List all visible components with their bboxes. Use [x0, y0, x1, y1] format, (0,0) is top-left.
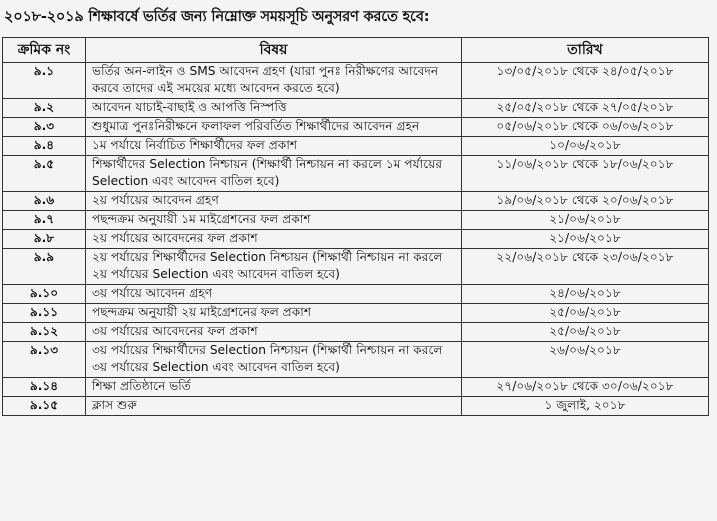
subject-cell: ২য় পর্যায়ের শিক্ষার্থীদের Selection নিশ্চায়ন (শিক্ষার্থী নিশ্চায়ন না করলে ২য় পর্যায়ের Selection এবং আবেদন বাতিল হবে) — [86, 249, 462, 285]
table-row — [3, 99, 709, 118]
date-cell: ২৫/০৬/২০১৮ — [462, 323, 709, 342]
date-cell: ১১/০৬/২০১৮ থেকে ১৮/০৬/২০১৮ — [462, 156, 709, 192]
serial-cell: ৯.৩ — [3, 118, 86, 137]
subject-cell: পছন্দক্রম অনুযায়ী ১ম মাইগ্রেশনের ফল প্রকাশ — [86, 211, 462, 230]
subject-cell: শুধুমাত্র পুনঃনিরীক্ষনে ফলাফল পরিবর্তিত শিক্ষার্থীদের আবেদন গ্রহন — [86, 118, 462, 137]
table-row — [3, 285, 709, 304]
serial-cell: ৯.১০ — [3, 285, 86, 304]
subject-cell: ৩য় পর্যায়ে আবেদন গ্রহণ — [86, 285, 462, 304]
subject-cell: শিক্ষার্থীদের Selection নিশ্চায়ন (শিক্ষার্থী নিশ্চায়ন না করলে ১ম পর্যায়ের Selection এবং আবেদন বাতিল হবে) — [86, 156, 462, 192]
date-cell: ১০/০৬/২০১৮ — [462, 137, 709, 156]
serial-cell: ৯.৫ — [3, 156, 86, 192]
table-row — [3, 342, 709, 378]
header-subject: বিষয় — [86, 38, 462, 63]
serial-cell: ৯.১২ — [3, 323, 86, 342]
serial-cell: ৯.১১ — [3, 304, 86, 323]
table-row — [3, 156, 709, 192]
subject-cell: ভর্তির অন-লাইন ও SMS আবেদন গ্রহণ (যারা পুনঃ নিরীক্ষণের আবেদন করবে তাদের এই সময়ের মধ্যে আবেদন করতে হবে) — [86, 63, 462, 99]
serial-cell: ৯.১৩ — [3, 342, 86, 378]
date-cell: ২১/০৬/২০১৮ — [462, 230, 709, 249]
serial-cell: ৯.১৫ — [3, 397, 86, 416]
table-row — [3, 249, 709, 285]
serial-cell: ৯.৯ — [3, 249, 86, 285]
subject-cell: ক্লাস শুরু — [86, 397, 462, 416]
date-cell: ১৩/০৫/২০১৮ থেকে ২৪/০৫/২০১৮ — [462, 63, 709, 99]
subject-cell: পছন্দক্রম অনুযায়ী ২য় মাইগ্রেশনের ফল প্রকাশ — [86, 304, 462, 323]
date-cell: ০৫/০৬/২০১৮ থেকে ০৬/০৬/২০১৮ — [462, 118, 709, 137]
date-cell: ২৫/০৫/২০১৮ থেকে ২৭/০৫/২০১৮ — [462, 99, 709, 118]
date-cell: ২৭/০৬/২০১৮ থেকে ৩০/০৬/২০১৮ — [462, 378, 709, 397]
table-row — [3, 137, 709, 156]
table-row — [3, 118, 709, 137]
subject-cell: ৩য় পর্যায়ের শিক্ষার্থীদের Selection নিশ্চায়ন (শিক্ষার্থী নিশ্চায়ন না করলে ৩য় পর্যায়ের Selection এবং আবেদন বাতিল হবে) — [86, 342, 462, 378]
table-row — [3, 63, 709, 99]
subject-cell: আবেদন যাচাই-বাছাই ও আপত্তি নিস্পত্তি — [86, 99, 462, 118]
serial-cell: ৯.৪ — [3, 137, 86, 156]
table-row — [3, 397, 709, 416]
date-cell: ২৪/০৬/২০১৮ — [462, 285, 709, 304]
date-cell: ১ জুলাই, ২০১৮ — [462, 397, 709, 416]
table-row — [3, 211, 709, 230]
serial-cell: ৯.২ — [3, 99, 86, 118]
subject-cell: ৩য় পর্যায়ের আবেদনের ফল প্রকাশ — [86, 323, 462, 342]
subject-cell: শিক্ষা প্রতিষ্ঠানে ভর্তি — [86, 378, 462, 397]
subject-cell: ২য় পর্যায়ের আবেদন গ্রহণ — [86, 192, 462, 211]
date-cell: ২৬/০৬/২০১৮ — [462, 342, 709, 378]
table-row — [3, 230, 709, 249]
table-header-row — [3, 38, 709, 63]
date-cell: ২৫/০৬/২০১৮ — [462, 304, 709, 323]
serial-cell: ৯.১ — [3, 63, 86, 99]
serial-cell: ৯.১৪ — [3, 378, 86, 397]
serial-cell: ৯.৭ — [3, 211, 86, 230]
date-cell: ২১/০৬/২০১৮ — [462, 211, 709, 230]
table-row — [3, 192, 709, 211]
date-cell: ২২/০৬/২০১৮ থেকে ২৩/০৬/২০১৮ — [462, 249, 709, 285]
subject-cell: ২য় পর্যায়ের আবেদনের ফল প্রকাশ — [86, 230, 462, 249]
table-row — [3, 323, 709, 342]
document-heading: ২০১৮-২০১৯ শিক্ষাবর্ষে ভর্তির জন্য নিম্নোক্ত সময়সূচি অনুসরণ করতে হবে: — [4, 9, 430, 25]
table-row — [3, 378, 709, 397]
date-cell: ১৯/০৬/২০১৮ থেকে ২০/০৬/২০১৮ — [462, 192, 709, 211]
table-row — [3, 304, 709, 323]
header-serial: ক্রমিক নং — [3, 38, 86, 63]
serial-cell: ৯.৬ — [3, 192, 86, 211]
table-body — [3, 63, 709, 416]
subject-cell: ১ম পর্যায়ে নির্বাচিত শিক্ষার্থীদের ফল প্রকাশ — [86, 137, 462, 156]
serial-cell: ৯.৮ — [3, 230, 86, 249]
header-date: তারিখ — [462, 38, 709, 63]
admission-schedule-table — [2, 37, 709, 416]
